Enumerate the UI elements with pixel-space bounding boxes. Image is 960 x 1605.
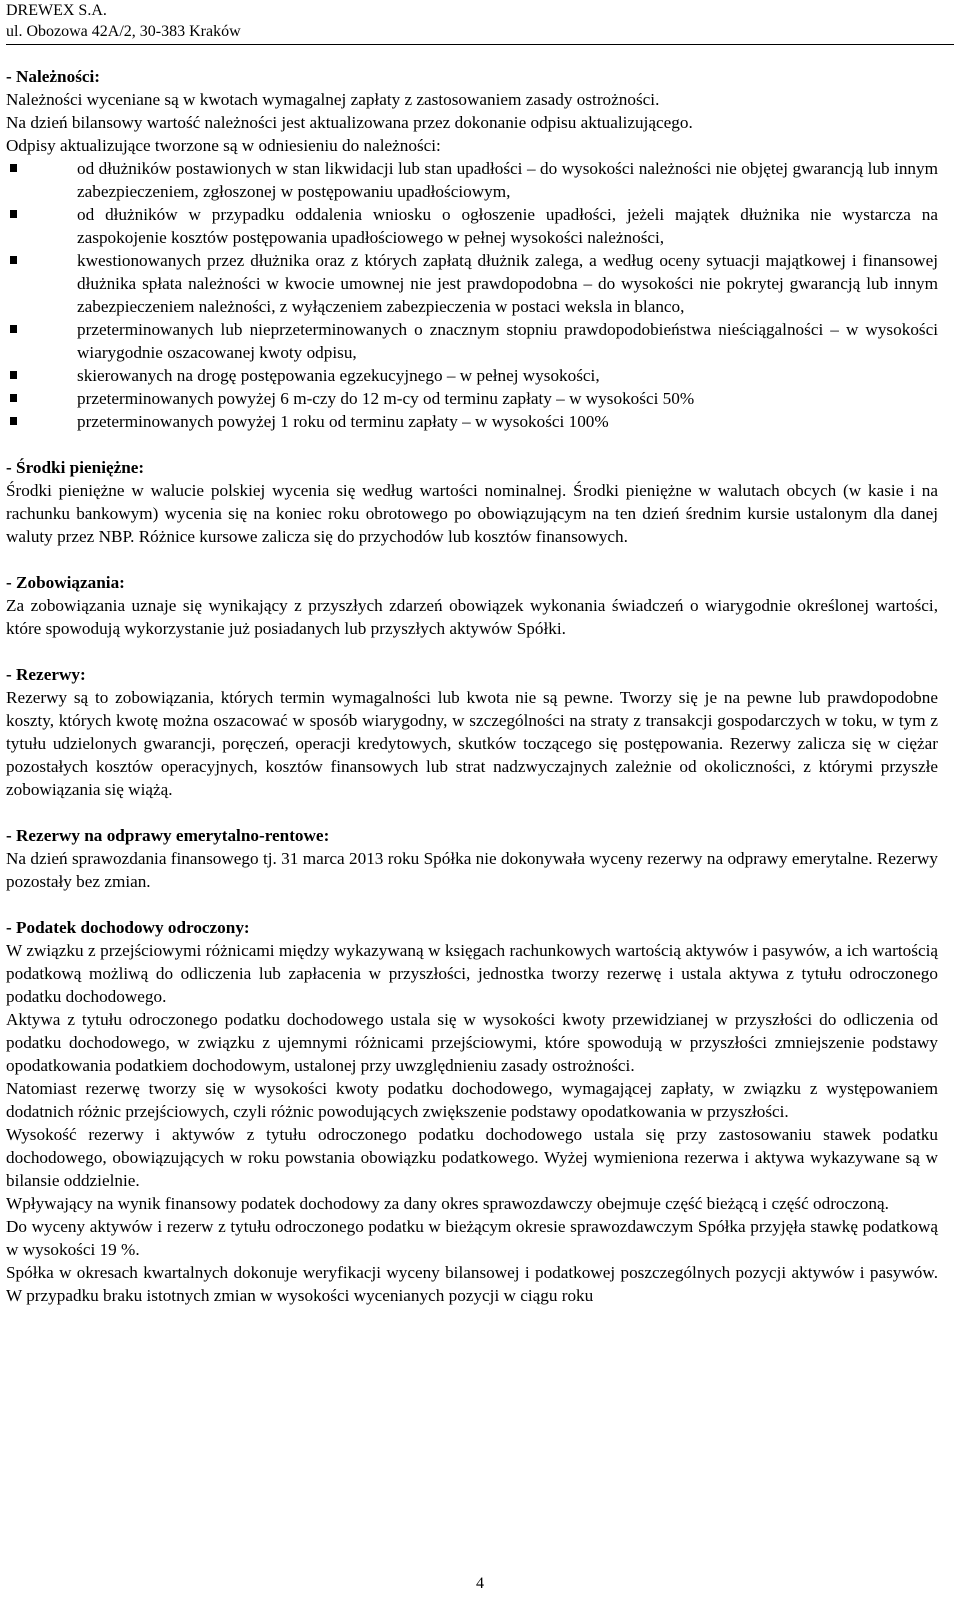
paragraph: Spółka w okresach kwartalnych dokonuje weryfikacji wyceny bilansowej i podatkowej poszczególnych pozycji aktywów i pasywów. W przypadku braku istotnych zmian w wysokości wycenianych pozycji w ciągu roku bbox=[6, 1263, 938, 1305]
bullet-list bbox=[6, 157, 938, 433]
paragraph: Wysokość rezerwy i aktywów z tytułu odroczonego podatku dochodowego ustala się przy zastosowaniu stawek podatku dochodowego, obowiązujących w roku powstania obowiązku podatkowego. Wyżej wymieniona rezerwa i aktywa wykazywane są w bilansie oddzielnie. bbox=[6, 1125, 938, 1190]
paragraph: W związku z przejściowymi różnicami między wykazywaną w księgach rachunkowych wartością aktywów i pasywów, a ich wartością podatkową możliwą do odliczenia lub zapłacenia w przyszłości, jednostka tworzy rezerwę i ustala aktywa z tytułu odroczonego podatku dochodowego. bbox=[6, 941, 938, 1006]
list-item-text: przeterminowanych lub nieprzeterminowanych o znacznym stopniu prawdopodobieństwa nieściągalności – w wysokości wiarygodnie oszacowanej kwoty odpisu, bbox=[77, 320, 938, 362]
list-item bbox=[6, 318, 938, 364]
list-item bbox=[6, 203, 938, 249]
list-item bbox=[6, 157, 938, 203]
company-name: DREWEX S.A. bbox=[6, 2, 107, 19]
paragraph: Na dzień sprawozdania finansowego tj. 31 marca 2013 roku Spółka nie dokonywała wyceny rezerwy na odprawy emerytalne. Rezerwy pozostały bez zmian. bbox=[6, 849, 938, 891]
paragraph: Na dzień bilansowy wartość należności jest aktualizowana przez dokonanie odpisu aktualizującego. bbox=[6, 113, 693, 132]
page-header bbox=[6, 0, 954, 45]
company-address: ul. Obozowa 42A/2, 30-383 Kraków bbox=[6, 23, 241, 40]
list-item-text: przeterminowanych powyżej 1 roku od terminu zapłaty – w wysokości 100% bbox=[77, 412, 609, 431]
paragraph: Natomiast rezerwę tworzy się w wysokości kwoty podatku dochodowego, wymagającej zapłaty, w związku z występowaniem dodatnich różnic przejściowych, czyli różnic powodujących zwiększenie podstawy opodatkowania w przyszłości. bbox=[6, 1079, 938, 1121]
paragraph: Za zobowiązania uznaje się wynikający z przyszłych zdarzeń obowiązek wykonania świadczeń o wiarygodnie określonej wartości, które spowodują wykorzystanie już posiadanych lub przyszłych aktywów Spółki. bbox=[6, 596, 938, 638]
paragraph: Środki pieniężne w walucie polskiej wycenia się według wartości nominalnej. Środki pieniężne w walutach obcych (w kasie i na rachunku bankowym) wycenia się na koniec roku obrotowego po obowiązującym na ten dzień średnim kursie ustalonym dla danej waluty przez NBP. Różnice kursowe zalicza się do przychodów lub kosztów finansowych. bbox=[6, 481, 938, 546]
list-item bbox=[6, 249, 938, 318]
list-item-text: od dłużników postawionych w stan likwidacji lub stan upadłości – do wysokości należności nie objętej gwarancją lub innym zabezpieczeniem, zgłoszonej w postępowaniu upadłościowym, bbox=[77, 159, 938, 201]
section-title-naleznosci: - Należności: bbox=[6, 67, 101, 86]
square-bullet-icon bbox=[10, 210, 17, 218]
list-item bbox=[6, 410, 938, 433]
section-title-podatek: - Podatek dochodowy odroczony: bbox=[6, 918, 250, 937]
paragraph: Do wyceny aktywów i rezerw z tytułu odroczonego podatku w bieżącym okresie sprawozdawczym Spółka przyjęła stawkę podatkową w wysokości 19 %. bbox=[6, 1217, 938, 1259]
list-item bbox=[6, 364, 938, 387]
paragraph: Aktywa z tytułu odroczonego podatku dochodowego ustala się w wysokości kwoty przewidzianej w przyszłości do odliczenia od podatku dochodowego, w związku z ujemnymi różnicami przejściowymi, które spowodują w przyszłości zmniejszenie podstawy opodatkowania podatkiem dochodowym, ustalonej przy uwzględnieniu zasady ostrożności. bbox=[6, 1010, 938, 1075]
square-bullet-icon bbox=[10, 394, 17, 402]
section-title-zobowiazania: - Zobowiązania: bbox=[6, 573, 125, 592]
square-bullet-icon bbox=[10, 325, 17, 333]
paragraph: Wpływający na wynik finansowy podatek dochodowy za dany okres sprawozdawczy obejmuje część bieżącą i część odroczoną. bbox=[6, 1194, 889, 1213]
list-item-text: skierowanych na drogę postępowania egzekucyjnego – w pełnej wysokości, bbox=[77, 366, 600, 385]
paragraph: Rezerwy są to zobowiązania, których termin wymagalności lub kwota nie są pewne. Tworzy się je na pewne lub prawdopodobne koszty, których kwotę można oszacować w sposób wiarygodny, w szczególności na straty z transakcji gospodarczych w toku, w tym z tytułu udzielonych gwarancji, poręczeń, operacji kredytowych, skutków toczącego się postępowania. Rezerwy zalicza się w ciężar pozostałych kosztów operacyjnych, kosztów finansowych lub strat nadzwyczajnych zależnie od okoliczności, z którymi przyszłe zobowiązania się wiążą. bbox=[6, 688, 938, 799]
list-item-text: przeterminowanych powyżej 6 m-czy do 12 m-cy od terminu zapłaty – w wysokości 50% bbox=[77, 389, 695, 408]
paragraph: Należności wyceniane są w kwotach wymagalnej zapłaty z zastosowaniem zasady ostrożności. bbox=[6, 90, 660, 109]
square-bullet-icon bbox=[10, 256, 17, 264]
section-title-srodki: - Środki pieniężne: bbox=[6, 458, 145, 477]
square-bullet-icon bbox=[10, 417, 17, 425]
page-number: 4 bbox=[476, 1575, 484, 1592]
square-bullet-icon bbox=[10, 164, 17, 172]
section-title-rezerwy: - Rezerwy: bbox=[6, 665, 86, 684]
list-item-text: od dłużników w przypadku oddalenia wniosku o ogłoszenie upadłości, jeżeli majątek dłużnika nie wystarcza na zaspokojenie kosztów postępowania upadłościowego w pełnej wysokości należności, bbox=[77, 205, 938, 247]
document-body bbox=[6, 65, 938, 1307]
list-item bbox=[6, 387, 938, 410]
square-bullet-icon bbox=[10, 371, 17, 379]
section-title-emerytalne: - Rezerwy na odprawy emerytalno-rentowe: bbox=[6, 826, 330, 845]
list-item-text: kwestionowanych przez dłużnika oraz z których zapłatą dłużnik zalega, a według oceny sytuacji majątkowej i finansowej dłużnika spłata należności w kwocie umownej nie jest prawdopodobna – do wysokości nie pokrytej gwarancją lub innym zabezpieczeniem należności, z wyłączeniem zabezpieczenia w postaci weksla in blanco, bbox=[77, 251, 938, 316]
paragraph: Odpisy aktualizujące tworzone są w odniesieniu do należności: bbox=[6, 136, 441, 155]
